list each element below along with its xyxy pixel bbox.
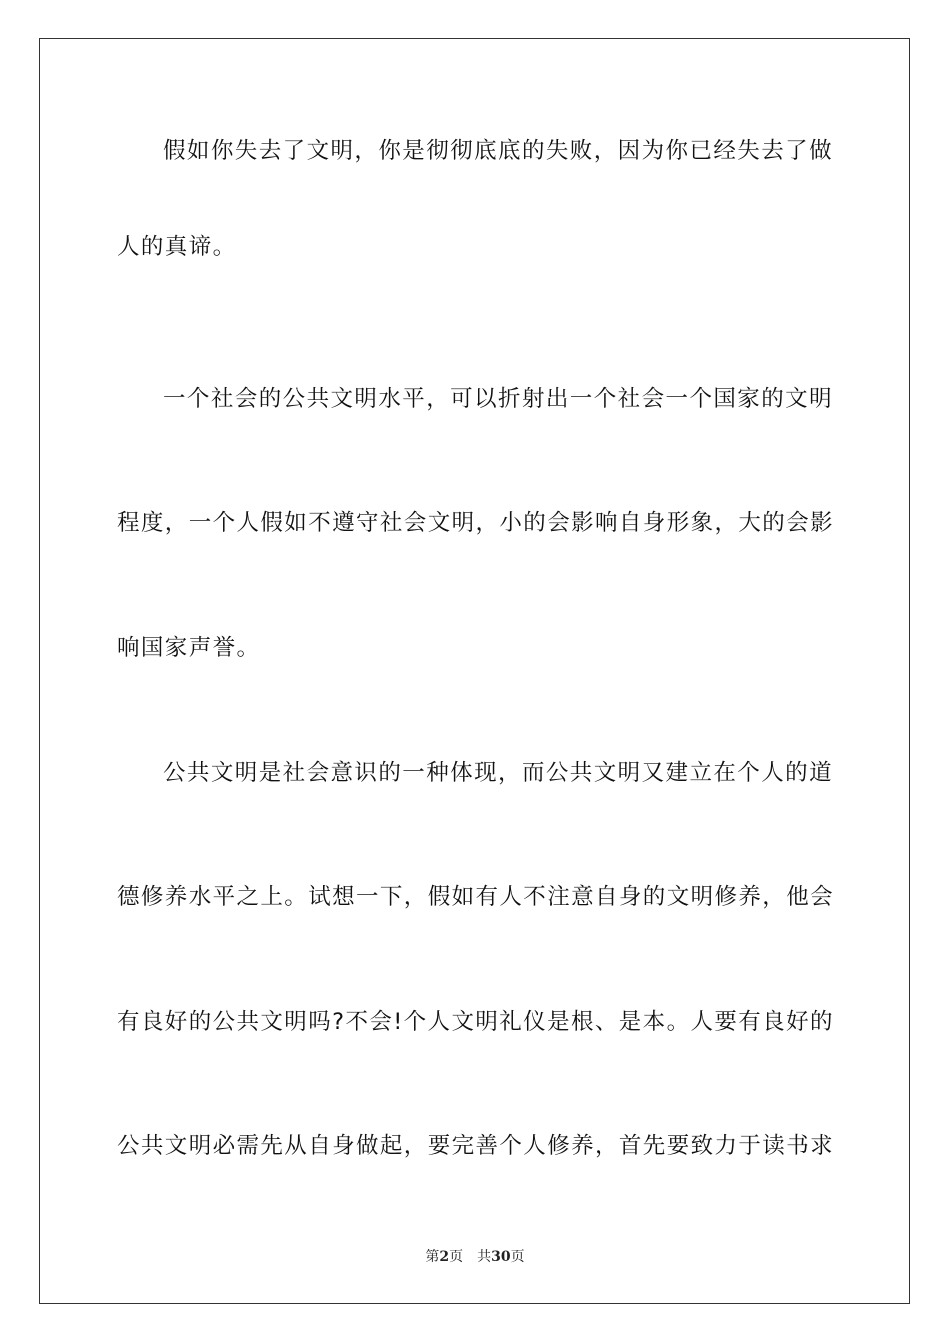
page-footer (0, 1246, 950, 1266)
paragraph-line: 德修养水平之上。试想一下，假如有人不注意自身的文明修养，他会 (117, 884, 835, 910)
paragraph-line: 有良好的公共文明吗?不会!个人文明礼仪是根、是本。人要有良好的 (117, 1009, 834, 1035)
paragraph-line: 程度，一个人假如不遵守社会文明，小的会影响自身形象，大的会影 (117, 510, 835, 536)
paragraph-line: 一个社会的公共文明水平，可以折射出一个社会一个国家的文明 (163, 386, 833, 412)
page-prefix: 第 (425, 1249, 440, 1265)
page-number: 2 (439, 1249, 450, 1265)
paragraph-line: 响国家声誉。 (117, 635, 261, 661)
paragraph-line: 假如你失去了文明，你是彻彻底底的失败，因为你已经失去了做 (163, 138, 833, 164)
total-pages: 30 (491, 1249, 511, 1265)
total-prefix: 共 (477, 1249, 492, 1265)
total-suffix: 页 (510, 1249, 525, 1265)
page-suffix: 页 (449, 1249, 464, 1265)
paragraph-line: 人的真谛。 (117, 234, 237, 260)
paragraph-line: 公共文明必需先从自身做起，要完善个人修养，首先要致力于读书求 (117, 1133, 835, 1159)
page-border (39, 38, 910, 1304)
paragraph-line: 公共文明是社会意识的一种体现，而公共文明又建立在个人的道 (163, 760, 833, 786)
